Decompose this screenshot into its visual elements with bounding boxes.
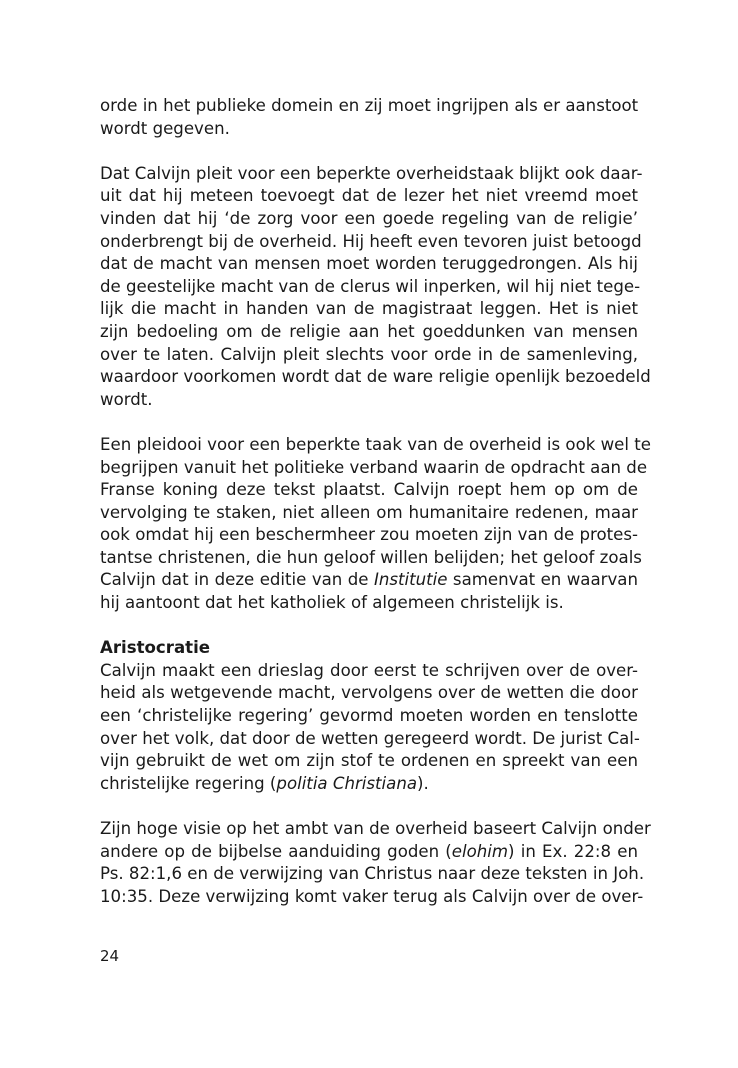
text-run: andere op de bijbelse aanduiding goden ( (100, 841, 452, 861)
text-line: over het volk, dat door de wetten geregeerd wordt. De jurist Cal- (100, 728, 640, 748)
italic-term: elohim (451, 841, 509, 861)
text-line: begrijpen vanuit het politieke verband waarin de opdracht aan de (100, 457, 648, 477)
paragraph-gap (100, 140, 638, 163)
text-line (100, 569, 638, 592)
section (100, 637, 638, 795)
text-line: orde in het publieke domein en zij moet ingrijpen als er aanstoot (100, 96, 639, 115)
text-line: de geestelijke macht van de clerus wil inperken, wil hij niet tege- (100, 276, 641, 296)
text-run: ). (417, 773, 429, 793)
text-run: samenvat en waarvan (447, 570, 638, 590)
text-line: wordt. (100, 389, 153, 409)
text-line: dat de macht van mensen moet worden teruggedrongen. Als hij (100, 254, 638, 274)
text-line: Dat Calvijn pleit voor een beperkte overheidstaak blijkt ook daar- (100, 163, 643, 183)
page-number: 24 (100, 947, 120, 965)
text-line: heid als wetgevende macht, vervolgens over de wetten die door (100, 683, 638, 703)
section-heading: Aristocratie (100, 638, 211, 658)
italic-term: politia Christiana (276, 773, 418, 793)
text-line: tantse christenen, die hun geloof willen belijden; het geloof zoals (100, 547, 642, 567)
text-line: wordt gegeven. (100, 118, 230, 138)
text-line: Zijn hoge visie op het ambt van de overheid baseert Calvijn onder (100, 819, 651, 838)
text-line: lijk die macht in handen van de magistraat leggen. Het is niet (100, 299, 638, 319)
paragraph-gap (100, 615, 638, 638)
paragraph (100, 163, 651, 412)
italic-title-institutie: Institutie (373, 570, 448, 590)
text-line (100, 773, 638, 796)
text-line: Calvijn maakt een drieslag door eerst te schrijven over de over- (100, 660, 638, 680)
text-line: waardoor voorkomen wordt dat de ware religie openlijk bezoedeld (100, 367, 651, 387)
text-line (100, 841, 638, 864)
text-run: christelijke regering ( (100, 773, 277, 793)
paragraph-gap (100, 795, 638, 818)
text-run: Calvijn dat in deze editie van de (100, 570, 374, 590)
paragraph (100, 95, 638, 140)
text-line: Een pleidooi voor een beperkte taak van de overheid is ook wel te (100, 434, 651, 454)
paragraph (100, 434, 651, 615)
text-line: vijn gebruikt de wet om zijn stof te ordenen en spreekt van een (100, 751, 638, 771)
text-line: Ps. 82:1,6 en de verwijzing van Christus naar deze teksten in Joh. (100, 864, 645, 884)
text-line: over te laten. Calvijn pleit slechts voor orde in de samenleving, (100, 344, 638, 364)
text-line: vinden dat hij ‘de zorg voor een goede regeling van de religie’ (100, 208, 638, 228)
text-line: vervolging te staken, niet alleen om humanitaire redenen, maar (100, 502, 638, 522)
text-line: een ‘christelijke regering’ gevormd moeten worden en tenslotte (100, 706, 638, 726)
text-line: ook omdat hij een beschermheer zou moeten zijn van de protes- (100, 525, 638, 545)
page-body (100, 95, 651, 908)
text-line: uit dat hij meteen toevoegt dat de lezer het niet vreemd moet (100, 186, 638, 206)
text-run: ) in Ex. 22:8 en (508, 841, 638, 861)
text-line: onderbrengt bij de overheid. Hij heeft even tevoren juist betoogd (100, 231, 642, 251)
paragraph-gap (100, 411, 638, 434)
text-line: Franse koning deze tekst plaatst. Calvijn roept hem op om de (100, 480, 638, 500)
text-line: 10:35. Deze verwijzing komt vaker terug als Calvijn over de over- (100, 886, 644, 906)
text-line: hij aantoont dat het katholiek of algemeen christelijk is. (100, 593, 564, 613)
text-line: zijn bedoeling om de religie aan het goeddunken van mensen (100, 321, 638, 341)
paragraph (100, 818, 651, 908)
